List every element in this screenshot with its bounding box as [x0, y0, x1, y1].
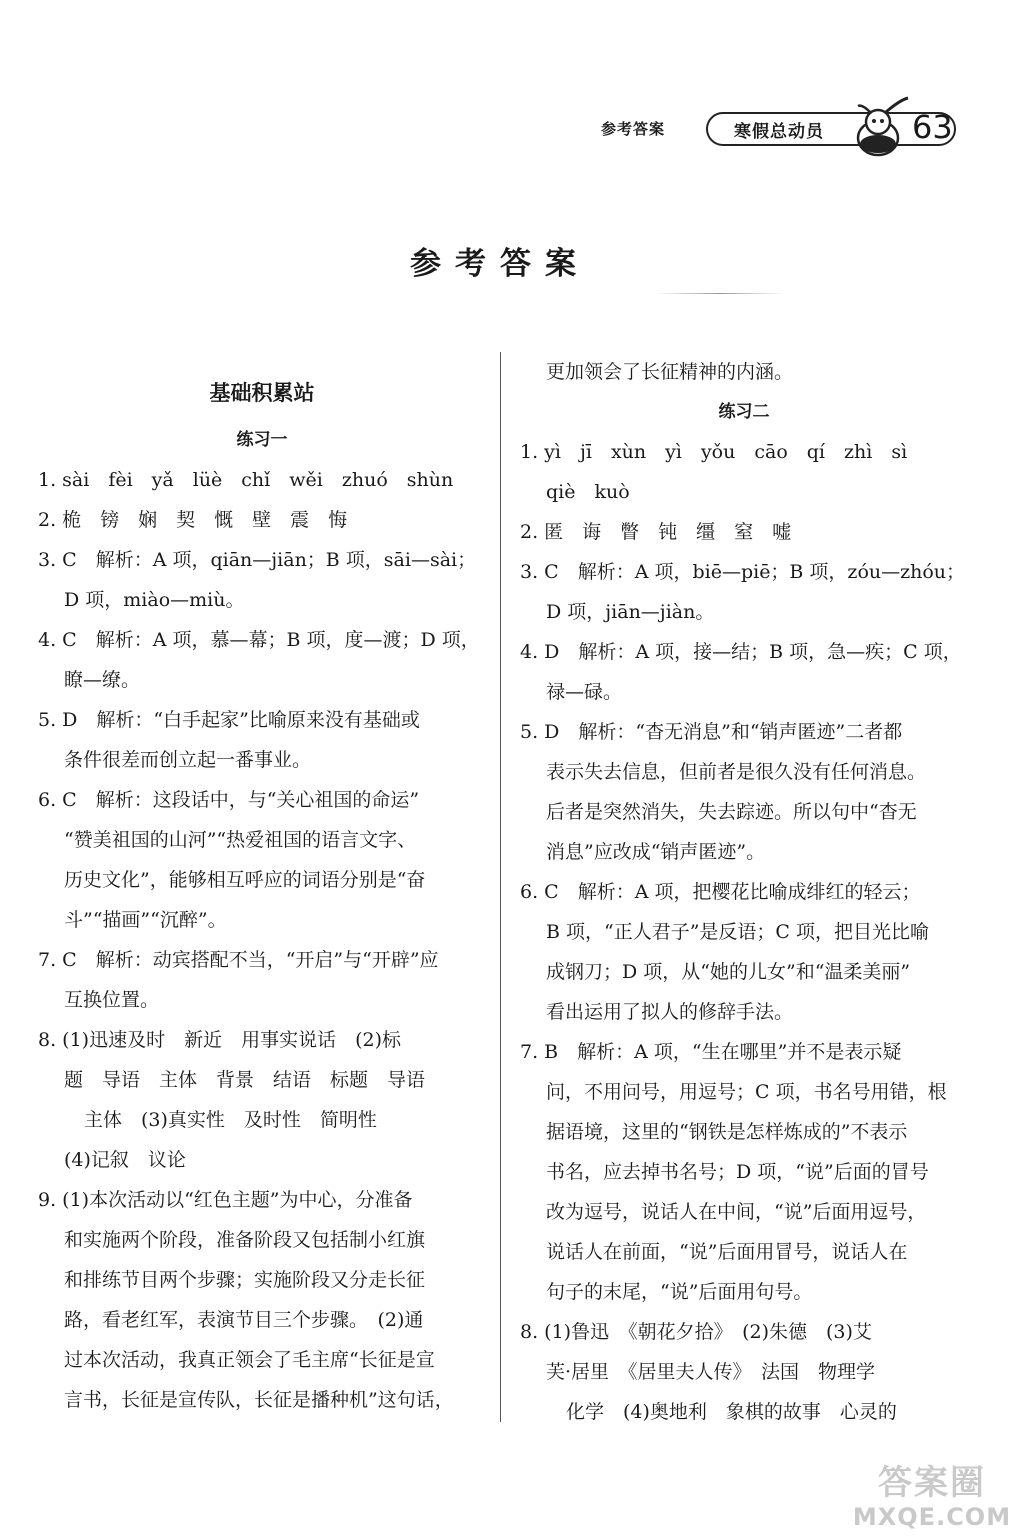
answer-line: 7. C 解析：动宾搭配不当，“开启”与“开辟”应	[38, 949, 439, 971]
answer-line: 6. C 解析：这段话中，与“关心祖国的命运”	[38, 789, 420, 811]
watermark-brand: 答案圈	[878, 1463, 986, 1503]
answer-line: 3. C 解析：A 项，biē—piē；B 项，zóu—zhóu；	[520, 561, 966, 583]
answer-line: 斗”“描画”“沉醉”。	[64, 909, 227, 931]
left-column	[38, 366, 486, 1420]
answer-line: 禄—碌。	[546, 681, 623, 703]
answer-line: 言书，长征是宣传队，长征是播种机”这句话，	[64, 1389, 454, 1411]
answer-line: D 项，miào—miù。	[64, 589, 245, 611]
answer-line: 4. D 解析：A 项，接—结；B 项，急—疾；C 项，	[520, 641, 962, 663]
answer-line: 4. C 解析：A 项，慕—幕；B 项，度—渡；D 项，	[38, 629, 480, 651]
answer-line: 后者是突然消失，失去踪迹。所以句中“杳无	[546, 801, 917, 823]
answer-line: 表示失去信息，但前者是很久没有任何消息。	[546, 761, 927, 783]
answer-line: 说话人在前面，“说”后面用冒号，说话人在	[546, 1241, 908, 1263]
header-section-label: 参考答案	[601, 120, 666, 138]
right-column	[520, 352, 968, 1432]
answer-line: D 项，jiān—jiàn。	[546, 601, 715, 623]
answer-line: 和排练节目两个步骤；实施阶段又分走长征	[64, 1269, 426, 1291]
answer-line: 瞭—缭。	[64, 669, 141, 691]
answer-line: 2. 匿 诲 瞥 钝 缰 窒 嘘	[520, 521, 792, 543]
answer-line: 7. B 解析：A 项，“生在哪里”并不是表示疑	[520, 1041, 902, 1063]
mascot-icon	[848, 92, 912, 158]
answer-line: 条件很差而创立起一番事业。	[64, 749, 312, 771]
answer-line: 更加领会了长征精神的内涵。	[546, 361, 794, 383]
header-book-title: 寒假总动员	[734, 122, 824, 142]
title-decoration	[655, 293, 785, 294]
answer-line: 8. (1)鲁迅 《朝花夕拾》 (2)朱德 (3)艾	[520, 1321, 872, 1343]
answer-line: 6. C 解析：A 项，把樱花比喻成绯红的轻云；	[520, 881, 921, 903]
answer-line: (4)记叙 议论	[64, 1149, 186, 1171]
answer-line: 互换位置。	[64, 989, 160, 1011]
answer-line: 历史文化”，能够相互呼应的词语分别是“奋	[64, 869, 426, 891]
watermark-url: MXQE.COM	[852, 1503, 1012, 1531]
answer-line: 改为逗号，说话人在中间，“说”后面用逗号，	[546, 1201, 927, 1223]
answer-line: 化学 (4)奥地利 象棋的故事 心灵的	[566, 1401, 897, 1423]
answer-line: 2. 桅 镑 娴 契 慨 壁 震 悔	[38, 509, 348, 531]
answer-line: 1. yì jī xùn yì yǒu cāo qí zhì sì	[520, 441, 908, 463]
answer-line: 1. sài fèi yǎ lüè chǐ wěi zhuó shùn	[38, 469, 454, 491]
answer-line: 和实施两个阶段，准备阶段又包括制小红旗	[64, 1229, 426, 1251]
answer-line: 句子的末尾，“说”后面用句号。	[546, 1281, 813, 1303]
page-title: 参考答案	[410, 246, 590, 282]
answer-line: 5. D 解析：“杳无消息”和“销声匿迹”二者都	[520, 721, 903, 743]
exercise-title: 练习一	[236, 430, 288, 450]
section-title: 基础积累站	[209, 381, 315, 405]
answer-line: 问，不用问号，用逗号；C 项，书名号用错，根	[546, 1081, 947, 1103]
answer-line: B 项，“正人君子”是反语；C 项，把目光比喻	[546, 921, 930, 943]
answer-line: 5. D 解析：“白手起家”比喻原来没有基础或	[38, 709, 420, 731]
watermark	[838, 1462, 1026, 1536]
answer-line: 芙·居里 《居里夫人传》 法国 物理学	[546, 1361, 876, 1383]
exercise-title: 练习二	[718, 402, 770, 422]
answer-line: 3. C 解析：A 项，qiān—jiān；B 项，sāi—sài；	[38, 549, 477, 571]
answer-line: 看出运用了拟人的修辞手法。	[546, 1001, 794, 1023]
column-divider	[500, 352, 501, 1422]
answer-line: 过本次活动，我真正领会了毛主席“长征是宣	[64, 1349, 435, 1371]
answer-line: 据语境，这里的“钢铁是怎样炼成的”不表示	[546, 1121, 908, 1143]
answer-line: 9. (1)本次活动以“红色主题”为中心，分准备	[38, 1189, 413, 1211]
answer-line: qiè kuò	[546, 481, 630, 503]
page-number: 63	[912, 108, 953, 146]
answer-line: 书名，应去掉书名号；D 项，“说”后面的冒号	[546, 1161, 929, 1183]
answer-line: 消息”应改成“销声匿迹”。	[546, 841, 766, 863]
answer-line: 题 导语 主体 背景 结语 标题 导语	[64, 1069, 426, 1091]
answer-line: 路，看老红军，表演节目三个步骤。 (2)通	[64, 1309, 424, 1331]
answer-line: 主体 (3)真实性 及时性 简明性	[84, 1109, 377, 1131]
answer-line: “赞美祖国的山河”“热爱祖国的语言文字、	[64, 829, 417, 851]
answer-line: 成钢刀；D 项，从“她的儿女”和“温柔美丽”	[546, 961, 911, 983]
answer-line: 8. (1)迅速及时 新近 用事实说话 (2)标	[38, 1029, 401, 1051]
